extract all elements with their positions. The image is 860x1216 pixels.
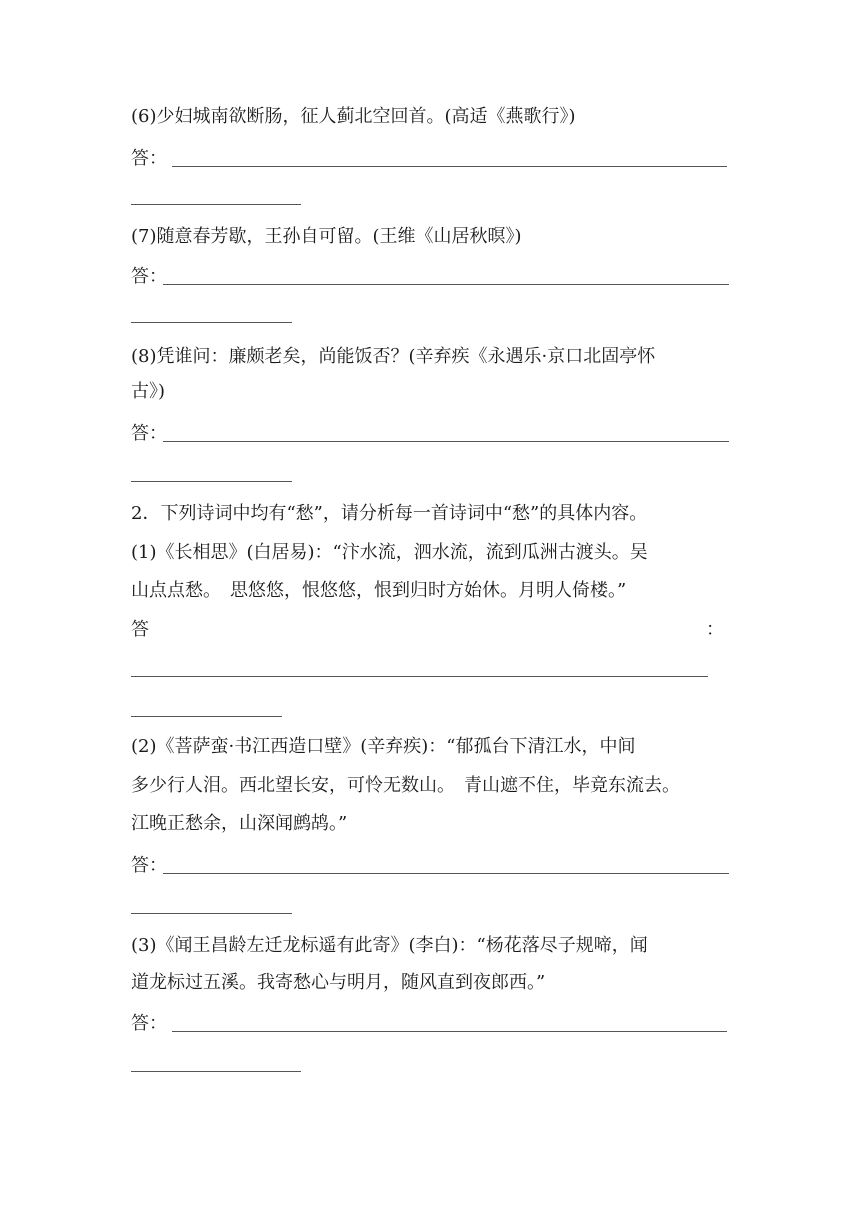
section-2-heading: 2．下列诗词中均有“愁”，请分析每一首诗词中“愁”的具体内容。 [131,503,648,524]
answer-line-poem-2-continued[interactable] [131,913,292,914]
answer-label-q7: 答： [131,266,167,287]
answer-line-q6-continued[interactable] [131,204,301,205]
answer-line-q8-continued[interactable] [131,481,292,482]
answer-label-poem-2: 答： [131,855,167,876]
answer-label-poem-1: 答 [131,619,149,640]
question-8-text-line-1: (8)凭谁问：廉颇老矣，尚能饭否？(辛弃疾《永遇乐·京口北固亭怀 [131,346,656,367]
answer-label-poem-1-colon: ： [706,619,724,640]
answer-line-q7[interactable] [163,284,729,285]
answer-label-poem-3: 答： [131,1013,167,1034]
answer-line-poem-1[interactable] [131,676,708,677]
question-8-text-line-2: 古》) [131,381,166,402]
answer-line-poem-3-continued[interactable] [131,1071,301,1072]
poem-3-line-1: (3)《闻王昌龄左迁龙标遥有此寄》(李白)：“杨花落尽子规啼，闻 [131,935,648,956]
answer-line-poem-1-continued[interactable] [131,716,282,717]
answer-line-poem-3[interactable] [172,1031,727,1032]
question-7-text: (7)随意春芳歇，王孙自可留。(王维《山居秋暝》) [131,226,522,247]
answer-label-q6: 答： [131,148,167,169]
answer-line-q8[interactable] [163,441,729,442]
poem-2-line-3: 江晚正愁余，山深闻鹧鸪。” [131,813,348,834]
answer-line-poem-2[interactable] [163,873,729,874]
poem-2-line-2: 多少行人泪。西北望长安，可怜无数山。 青山遮不住，毕竟东流去。 [131,775,680,796]
poem-1-line-2: 山点点愁。 思悠悠，恨悠悠，恨到归时方始休。月明人倚楼。” [131,580,627,601]
question-6-text: (6)少妇城南欲断肠，征人蓟北空回首。(高适《燕歌行》) [131,106,576,127]
poem-1-line-1: (1)《长相思》(白居易)：“汴水流，泗水流，流到瓜洲古渡头。吴 [131,542,648,563]
poem-3-line-2: 道龙标过五溪。我寄愁心与明月，随风直到夜郎西。” [131,972,546,993]
answer-label-q8: 答： [131,423,167,444]
answer-line-q7-continued[interactable] [131,322,292,323]
answer-line-q6[interactable] [172,166,727,167]
poem-2-line-1: (2)《菩萨蛮·书江西造口壁》(辛弃疾)：“郁孤台下清江水，中间 [131,736,636,757]
